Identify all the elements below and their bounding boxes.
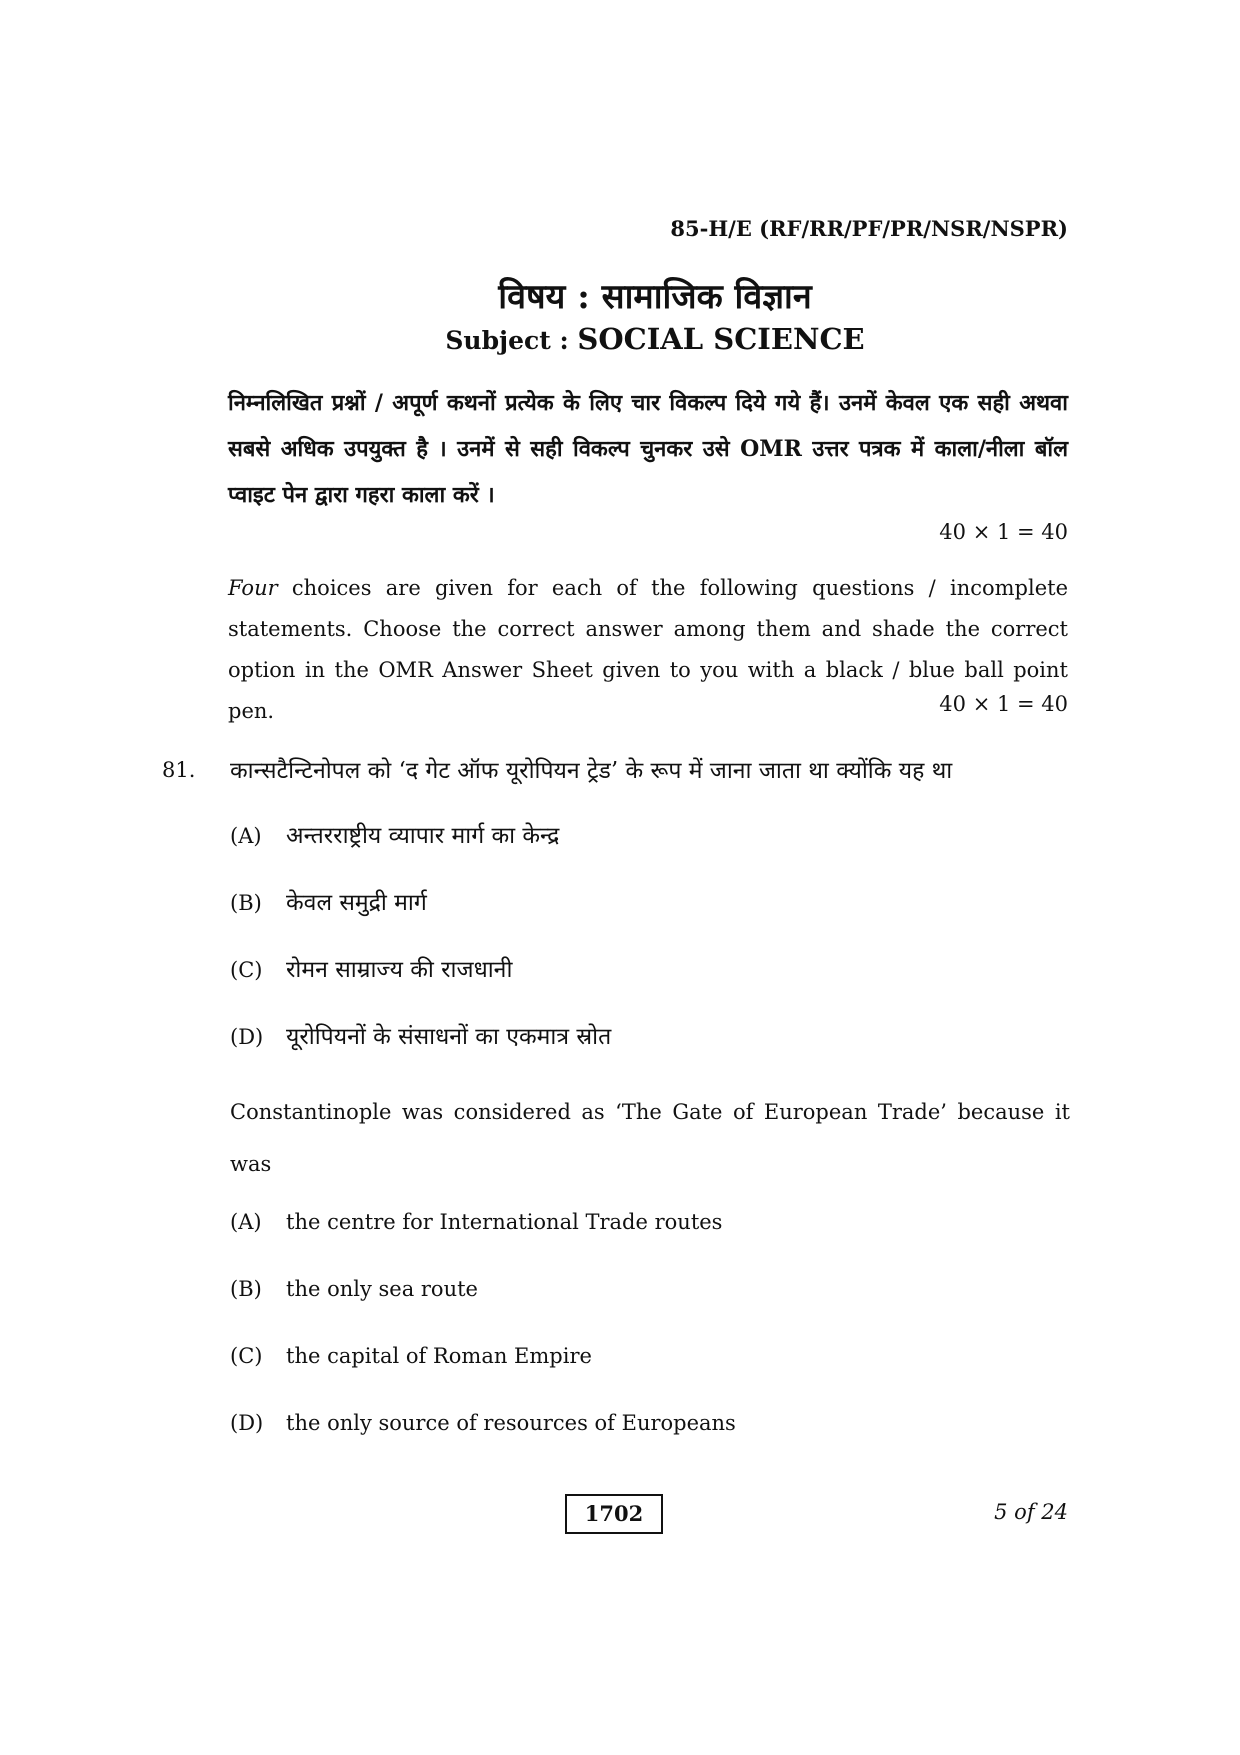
option-text: अन्तरराष्ट्रीय व्यापार मार्ग का केन्द्र (286, 823, 560, 849)
question-text-english: Constantinople was considered as ‘The Gate of European Trade’ because it was (230, 1100, 1070, 1176)
option-hindi-a (230, 818, 559, 850)
option-english-a (230, 1210, 722, 1234)
option-label: (A) (230, 824, 262, 848)
option-label: (D) (230, 1411, 264, 1435)
instructions-english-lead: Four (228, 576, 278, 600)
subject-title-hindi: विषय : सामाजिक विज्ञान (498, 277, 812, 317)
option-english-d (230, 1411, 736, 1435)
question-number: 81. (162, 758, 196, 782)
instructions-english-rest: choices are given for each of the following questions / incomplete statements. Choose the correct answer among them and shade the correct option in the OMR Answer Sheet given to you with a black / blue ball point pen. (228, 576, 1068, 723)
option-label: (C) (230, 1344, 263, 1368)
option-text: the only source of resources of Europeans (286, 1411, 736, 1435)
option-label: (A) (230, 1210, 262, 1234)
option-text: the capital of Roman Empire (286, 1344, 592, 1368)
option-label: (D) (230, 1025, 264, 1049)
page-number: 5 of 24 (994, 1500, 1068, 1524)
option-text: the centre for International Trade routes (286, 1210, 723, 1234)
option-hindi-b (230, 885, 427, 917)
option-english-b (230, 1277, 478, 1301)
option-hindi-c (230, 952, 512, 984)
marks-hindi: 40 × 1 = 40 (939, 520, 1068, 544)
option-text: रोमन साम्राज्य की राजधानी (286, 957, 513, 983)
question-text-hindi: कान्सटैन्टिनोपल को ‘द गेट ऑफ यूरोपियन ट्रेड’ के रूप में जाना जाता था क्योंकि यह था (230, 758, 953, 784)
subject-name: SOCIAL SCIENCE (577, 322, 865, 356)
option-label: (C) (230, 958, 263, 982)
instructions-hindi: निम्नलिखित प्रश्नों / अपूर्ण कथनों प्रत्येक के लिए चार विकल्प दिये गये हैं। उनमें केवल एक सही अथवा सबसे अधिक उपयुक्त है । उनमें से सही विकल्प चुनकर उसे OMR उत्तर पत्रक में काला/नीला बॉल प्वाइट पेन द्वारा गहरा काला करें । (228, 390, 1068, 508)
paper-code: 85-H/E (RF/RR/PF/PR/NSR/NSPR) (670, 216, 1068, 241)
page-code-box: 1702 (565, 1494, 663, 1534)
option-text: the only sea route (286, 1277, 478, 1301)
option-label: (B) (230, 891, 262, 915)
option-hindi-d (230, 1019, 611, 1051)
subject-title-english (0, 322, 1240, 356)
option-text: केवल समुद्री मार्ग (286, 890, 427, 916)
option-label: (B) (230, 1277, 262, 1301)
option-english-c (230, 1344, 592, 1368)
marks-english: 40 × 1 = 40 (939, 692, 1068, 716)
subject-label: Subject : (445, 326, 578, 355)
option-text: यूरोपियनों के संसाधनों का एकमात्र स्रोत (286, 1024, 612, 1050)
